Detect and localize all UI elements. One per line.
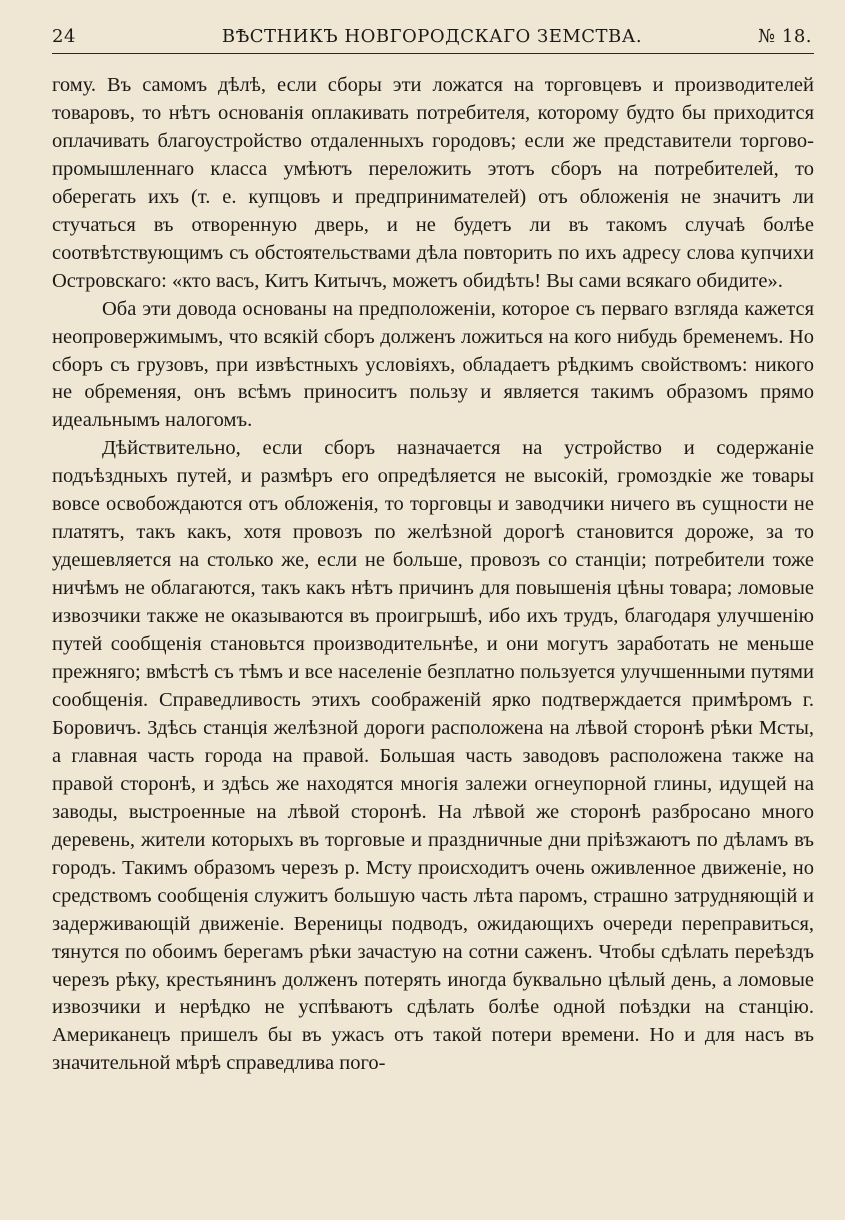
paragraph: Оба эти довода основаны на предположеніи, которое съ перваго взгляда кажется неопровержимымъ, что всякій сборъ долженъ ложиться на кого нибудь бременемъ. Но сборъ съ грузовъ, при извѣстныхъ условіяхъ, обладаетъ рѣдкимъ свойствомъ: никого не обременяя, онъ всѣмъ приноситъ пользу и является такимъ образомъ прямо идеальнымъ налогомъ.: [52, 297, 814, 432]
running-header: [52, 26, 812, 52]
paragraph: Дѣйствительно, если сборъ назначается на устройство и содержаніе подъѣздныхъ путей, и размѣръ его опредѣляется не высокій, громоздкіе же товары вовсе освобождаются отъ обложенія, то торговцы и заводчики ничего въ сущности не платятъ, такъ какъ, хотя провозъ по желѣзной дорогѣ становится дороже, за то удешевляется на столько же, если не больше, провозъ со станціи; потребители тоже ничѣмъ не облагаются, такъ какъ нѣтъ причинъ для повышенія цѣны товара; ломовые извозчики также не оказываются въ проигрышѣ, ибо ихъ трудъ, благодаря улучшенію путей сообщенія становьтся производительнѣе, и они могутъ заработать не меньше прежняго; вмѣстѣ съ тѣмъ и все населеніе безплатно пользуется улучшенными путями сообщенія. Справедливость этихъ соображеній ярко подтверждается примѣромъ г. Боровичъ. Здѣсь станція желѣзной дороги расположена на лѣвой сторонѣ рѣки Мсты, а главная часть города на правой. Большая часть заводовъ расположена также на правой сторонѣ, и здѣсь же находятся многія залежи огнеупорной глины, идущей на заводы, выстроенные на лѣвой сторонѣ. На лѣвой же сторонѣ разбросано много деревень, жители которыхъ въ торговые и праздничные дни пріѣзжаютъ по дѣламъ въ городъ. Такимъ образомъ черезъ р. Мсту происходитъ очень оживленное движеніе, но средствомъ сообщенія служитъ большую часть лѣта паромъ, страшно затрудняющій и задерживающій движеніе. Вереницы подводъ, ожидающихъ очереди переправиться, тянутся по обоимъ берегамъ рѣки зачастую на сотни саженъ. Чтобы сдѣлать переѣздъ черезъ рѣку, крестьянинъ долженъ потерять иногда буквально цѣлый день, а ломовые извозчики и нерѣдко не успѣваютъ сдѣлать болѣе одной поѣздки на станцію. Американецъ пришелъ бы въ ужасъ отъ такой потери времени. Но и для насъ въ значительной мѣрѣ справедлива пого-: [52, 437, 814, 1075]
paragraph-continued: гому. Въ самомъ дѣлѣ, если сборы эти ложатся на торговцевъ и производителей товаровъ, то нѣтъ основанія оплакивать потребителя, которому будто бы приходится оплачивать благоустройство отдаленныхъ городовъ; если же представители торгово-промышленнаго класса умѣютъ переложить этотъ сборъ на потребителей, то оберегать ихъ (т. е. купцовъ и предпринимателей) отъ обложенія не значитъ ли стучаться въ отворенную дверь, и не будетъ ли въ такомъ случаѣ болѣе соотвѣтствующимъ съ обстоятельствами дѣла повторить по ихъ адресу слова купчихи Островскаго: «кто васъ, Китъ Китычъ, можетъ обидѣть! Вы сами всякаго обидите».: [52, 74, 814, 292]
header-rule: [52, 53, 814, 54]
article-body: [52, 72, 814, 1078]
journal-title: ВѢСТНИКЪ НОВГОРОДСКАГО ЗЕМСТВА.: [221, 26, 643, 47]
issue-number: № 18.: [758, 26, 812, 47]
page-number: 24: [52, 26, 76, 47]
